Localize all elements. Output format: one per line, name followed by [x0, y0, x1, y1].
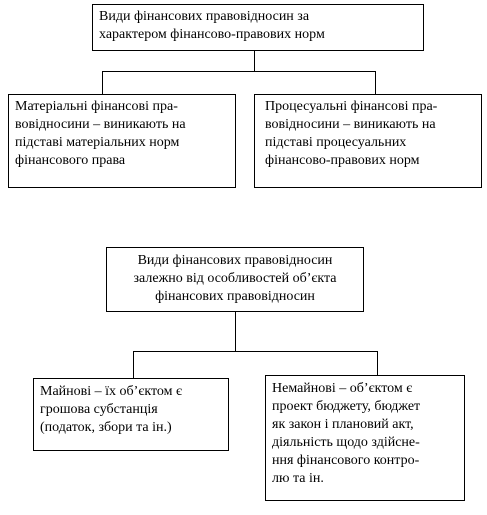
d1-material-box: Матеріальні фінансові пра- вовідносини – виникають на підставі матеріальних норм фінансового права — [8, 94, 236, 188]
d2-root-box: Види фінансових правовідносин залежно від особливостей об’єкта фінансових правовідносин — [106, 247, 364, 312]
d1-root-box: Види фінансових правовідносин за характером фінансово-правових норм — [92, 4, 424, 51]
d2-property-box: Майнові – їх об’єктом є грошова субстанція (податок, збори та ін.) — [33, 378, 229, 451]
d2-non-property-box: Немайнові – об’єктом є проект бюджету, бюджет як закон і плановий акт, діяльність щодо здійсне- ння фінансового контро- лю та ін. — [265, 375, 465, 501]
d1-procedural-box: Процесуальні фінансові пра- вовідносини – виникають на підставі процесуальних фінансово-правових норм — [254, 94, 482, 188]
